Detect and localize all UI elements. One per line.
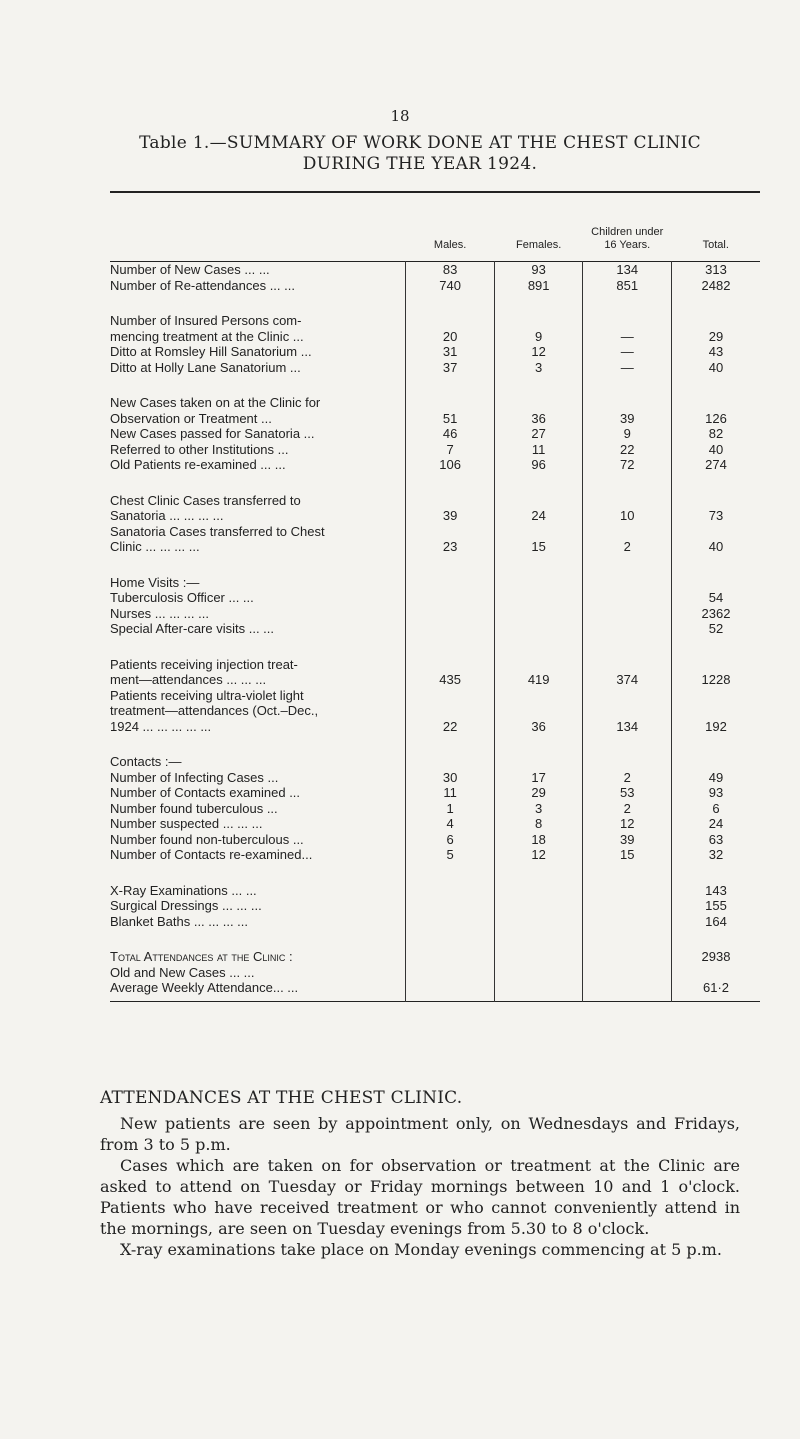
row-label: Average Weekly Attendance... ... (110, 980, 299, 995)
row-label: Number of Contacts examined ... (110, 785, 301, 800)
cell-males (406, 688, 494, 704)
cell-females (494, 703, 583, 719)
row-label: Referred to other Institutions ... (110, 441, 289, 457)
row-label: Number found non-tuberculous ... (110, 831, 304, 847)
table-row (110, 473, 760, 509)
row-label: Number of Re-attendances ... ... (110, 277, 295, 293)
cell-females (494, 898, 583, 914)
cell-males: 740 (406, 278, 494, 294)
row-label: New Cases taken on at the Clinic for (110, 395, 321, 410)
cell-males (406, 965, 494, 981)
cell-females: 29 (494, 785, 583, 801)
cell-females: 8 (494, 816, 583, 832)
cell-total: 93 (672, 785, 760, 801)
cell-males (406, 621, 494, 637)
cell-children: 39 (583, 832, 672, 848)
cell-females: 3 (494, 801, 583, 817)
table-group (110, 863, 760, 930)
table-title-line-2: DURING THE YEAR 1924. (302, 154, 538, 174)
cell-males (406, 863, 494, 899)
row-label: Number of New Cases ... ... (110, 262, 270, 277)
table-group (110, 473, 760, 555)
row-label: Number found tuberculous ... (110, 800, 278, 816)
table-row (110, 688, 760, 704)
cell-total: 164 (672, 914, 760, 930)
row-label: treatment—attendances (Oct.–Dec., (110, 703, 319, 718)
row-label: Sanatoria Cases transferred to Chest (110, 523, 325, 539)
cell-total: 43 (672, 344, 760, 360)
cell-females: 419 (494, 672, 583, 688)
cell-males (406, 637, 494, 673)
table-title-line-1: Table 1.—SUMMARY OF WORK DONE AT THE CHEST CLINIC (139, 133, 701, 153)
table-row (110, 524, 760, 540)
table-group (110, 734, 760, 863)
cell-total (672, 637, 760, 673)
cell-females: 36 (494, 411, 583, 427)
cell-total: 63 (672, 832, 760, 848)
table-row (110, 898, 760, 914)
cell-total: 313 (672, 262, 760, 278)
cell-total: 49 (672, 770, 760, 786)
header-males: Males. (433, 239, 467, 252)
cell-females (494, 688, 583, 704)
row-label: Special After-care visits ... ... (110, 621, 274, 636)
row-label: Ditto at Holly Lane Sanatorium ... (110, 359, 301, 375)
cell-males: 31 (406, 344, 494, 360)
cell-total: 192 (672, 719, 760, 735)
table-row (110, 539, 760, 555)
cell-females (494, 980, 583, 1001)
row-label: Chest Clinic Cases transferred to (110, 492, 301, 508)
page-number: 18 (390, 107, 410, 125)
cell-total: 32 (672, 847, 760, 863)
row-label: 1924 ... ... ... ... ... (110, 718, 212, 734)
header-total: Total. (702, 239, 729, 252)
cell-females (494, 293, 583, 329)
cell-children (583, 863, 672, 899)
section-heading: ATTENDANCES AT THE CHEST CLINIC. (100, 1088, 463, 1108)
table-row (110, 637, 760, 673)
cell-males: 5 (406, 847, 494, 863)
table-row (110, 606, 760, 622)
cell-males: 22 (406, 719, 494, 735)
table-row (110, 293, 760, 329)
table-row (110, 719, 760, 735)
cell-females (494, 863, 583, 899)
cell-total (672, 524, 760, 540)
cell-females: 17 (494, 770, 583, 786)
row-label: Contacts :— (110, 754, 182, 769)
cell-females (494, 965, 583, 981)
cell-children: 9 (583, 426, 672, 442)
cell-total (672, 688, 760, 704)
table-row (110, 442, 760, 458)
paragraph-x-ray: X-ray examinations take place on Monday evenings commencing at 5 p.m. (120, 1240, 722, 1259)
cell-males: 46 (406, 426, 494, 442)
cell-males: 51 (406, 411, 494, 427)
table-row (110, 832, 760, 848)
table-row (110, 980, 760, 1001)
cell-males (406, 524, 494, 540)
table-row (110, 672, 760, 688)
cell-children (583, 703, 672, 719)
cell-total: 40 (672, 442, 760, 458)
table-group (110, 293, 760, 375)
cell-children (583, 637, 672, 673)
cell-children: 22 (583, 442, 672, 458)
table-row (110, 965, 760, 981)
cell-children: — (583, 329, 672, 345)
table-group (110, 555, 760, 637)
table-row (110, 375, 760, 411)
header-children: Children under 16 Years. (591, 225, 664, 252)
cell-females: 11 (494, 442, 583, 458)
cell-total: 82 (672, 426, 760, 442)
cell-males: 7 (406, 442, 494, 458)
table-row (110, 411, 760, 427)
cell-males (406, 375, 494, 411)
row-label: Number of Contacts re-examined... (110, 847, 313, 862)
table-row (110, 278, 760, 294)
cell-total: 143 (672, 863, 760, 899)
cell-children: 12 (583, 816, 672, 832)
cell-children (583, 965, 672, 981)
cell-females (494, 734, 583, 770)
cell-total: 274 (672, 457, 760, 473)
cell-total (672, 473, 760, 509)
row-label: Home Visits :— (110, 574, 200, 590)
row-label: X-Ray Examinations ... ... (110, 882, 257, 898)
paragraph-new-patients: New patients are seen by appointment only, on Wednesdays and Fridays, from 3 to 5 p.m. (100, 1114, 740, 1154)
row-label: Blanket Baths ... ... ... ... (110, 913, 249, 929)
table-row (110, 785, 760, 801)
cell-children (583, 898, 672, 914)
table-row (110, 262, 760, 278)
cell-females: 12 (494, 847, 583, 863)
table-row (110, 590, 760, 606)
cell-children: 2 (583, 801, 672, 817)
table-row (110, 863, 760, 899)
cell-children: 15 (583, 847, 672, 863)
cell-total: 40 (672, 539, 760, 555)
row-label: Surgical Dressings ... ... ... (110, 898, 262, 913)
cell-children (583, 590, 672, 606)
cell-males (406, 703, 494, 719)
cell-children (583, 734, 672, 770)
cell-males: 1 (406, 801, 494, 817)
cell-children: — (583, 344, 672, 360)
cell-females: 24 (494, 508, 583, 524)
cell-total: 1228 (672, 672, 760, 688)
table-row (110, 801, 760, 817)
row-label: Number of Infecting Cases ... (110, 769, 279, 785)
cell-total: 54 (672, 590, 760, 606)
table-group (110, 637, 760, 735)
table-header-row (110, 192, 760, 262)
row-label: Old Patients re-examined ... ... (110, 457, 286, 472)
row-label: Sanatoria ... ... ... ... (110, 508, 224, 523)
cell-total: 52 (672, 621, 760, 637)
cell-children: 374 (583, 672, 672, 688)
cell-males: 106 (406, 457, 494, 473)
cell-females (494, 929, 583, 965)
table-row (110, 621, 760, 637)
table-row (110, 457, 760, 473)
summary-table (110, 191, 760, 1002)
cell-males: 30 (406, 770, 494, 786)
row-label: mencing treatment at the Clinic ... (110, 328, 304, 344)
header-females: Females. (516, 239, 562, 252)
cell-children (583, 929, 672, 965)
cell-children: 39 (583, 411, 672, 427)
row-label: Number suspected ... ... ... (110, 816, 263, 831)
table-row (110, 734, 760, 770)
table-row (110, 770, 760, 786)
cell-total (672, 734, 760, 770)
cell-children: — (583, 360, 672, 376)
cell-males: 23 (406, 539, 494, 555)
cell-females: 15 (494, 539, 583, 555)
cell-males: 6 (406, 832, 494, 848)
cell-total: 126 (672, 411, 760, 427)
cell-total: 29 (672, 329, 760, 345)
cell-children (583, 473, 672, 509)
paragraph-cases-treatment: Cases which are taken on for observation or treatment at the Clinic are asked to attend on Tuesday or Friday mornings between 10 and 1 o'clock. Patients who have received treatment or who cannot conveniently attend in the mornings, are seen on Tuesday evenings from 5.30 to 8 o'clock. (100, 1156, 740, 1238)
cell-total: 2362 (672, 606, 760, 622)
cell-females (494, 606, 583, 622)
table-row (110, 847, 760, 863)
cell-males (406, 898, 494, 914)
cell-females (494, 473, 583, 509)
cell-males (406, 606, 494, 622)
cell-females: 96 (494, 457, 583, 473)
row-label: Old and New Cases ... ... (110, 964, 255, 980)
table-row (110, 344, 760, 360)
cell-males (406, 914, 494, 930)
row-label: Patients receiving ultra-violet light (110, 687, 304, 703)
row-label: Ditto at Romsley Hill Sanatorium ... (110, 344, 312, 359)
cell-total: 40 (672, 360, 760, 376)
cell-children (583, 375, 672, 411)
cell-females: 12 (494, 344, 583, 360)
cell-females (494, 524, 583, 540)
cell-children: 134 (583, 719, 672, 735)
table-row (110, 329, 760, 345)
table-group (110, 375, 760, 473)
cell-total: 6 (672, 801, 760, 817)
cell-females: 891 (494, 278, 583, 294)
cell-males: 20 (406, 329, 494, 345)
row-label: ment—attendances ... ... ... (110, 672, 267, 687)
table-row (110, 555, 760, 591)
cell-total (672, 555, 760, 591)
cell-children (583, 524, 672, 540)
row-label: Patients receiving injection treat- (110, 656, 298, 672)
cell-females (494, 555, 583, 591)
cell-males (406, 555, 494, 591)
cell-children (583, 606, 672, 622)
cell-children: 72 (583, 457, 672, 473)
cell-males: 11 (406, 785, 494, 801)
cell-females: 36 (494, 719, 583, 735)
cell-females: 9 (494, 329, 583, 345)
cell-males (406, 293, 494, 329)
table-row (110, 426, 760, 442)
row-label: Clinic ... ... ... ... (110, 539, 200, 554)
cell-females (494, 621, 583, 637)
table-group (110, 262, 760, 294)
cell-total (672, 293, 760, 329)
cell-total (672, 703, 760, 719)
cell-children: 10 (583, 508, 672, 524)
cell-males: 83 (406, 262, 494, 278)
cell-children (583, 914, 672, 930)
row-label: Tuberculosis Officer ... ... (110, 590, 254, 605)
table-row (110, 816, 760, 832)
cell-total: 155 (672, 898, 760, 914)
cell-children (583, 555, 672, 591)
cell-males (406, 590, 494, 606)
header-label (110, 192, 406, 262)
cell-children (583, 621, 672, 637)
cell-females (494, 914, 583, 930)
table-row (110, 360, 760, 376)
cell-total: 61·2 (672, 980, 760, 1001)
cell-males (406, 734, 494, 770)
row-label: Nurses ... ... ... ... (110, 605, 209, 621)
cell-males: 37 (406, 360, 494, 376)
cell-males (406, 929, 494, 965)
cell-males (406, 980, 494, 1001)
cell-females: 93 (494, 262, 583, 278)
row-label: Total Attendances at the Clinic : (110, 949, 293, 964)
row-label: Number of Insured Persons com- (110, 313, 302, 328)
cell-total: 24 (672, 816, 760, 832)
cell-children (583, 980, 672, 1001)
cell-total: 2938 (672, 929, 760, 965)
row-label: New Cases passed for Sanatoria ... (110, 426, 315, 441)
cell-total: 73 (672, 508, 760, 524)
cell-females (494, 637, 583, 673)
cell-males: 39 (406, 508, 494, 524)
cell-females: 3 (494, 360, 583, 376)
table-row (110, 914, 760, 930)
cell-males: 4 (406, 816, 494, 832)
cell-children (583, 688, 672, 704)
cell-children: 2 (583, 539, 672, 555)
cell-males: 435 (406, 672, 494, 688)
cell-females: 18 (494, 832, 583, 848)
cell-children: 2 (583, 770, 672, 786)
table-row (110, 929, 760, 965)
cell-children: 53 (583, 785, 672, 801)
cell-children: 851 (583, 278, 672, 294)
cell-total (672, 965, 760, 981)
cell-females: 27 (494, 426, 583, 442)
table-row (110, 703, 760, 719)
cell-children: 134 (583, 262, 672, 278)
table-group (110, 929, 760, 1001)
cell-total (672, 375, 760, 411)
cell-females (494, 590, 583, 606)
table-row (110, 508, 760, 524)
cell-children (583, 293, 672, 329)
cell-males (406, 473, 494, 509)
cell-females (494, 375, 583, 411)
cell-total: 2482 (672, 278, 760, 294)
row-label: Observation or Treatment ... (110, 410, 272, 426)
